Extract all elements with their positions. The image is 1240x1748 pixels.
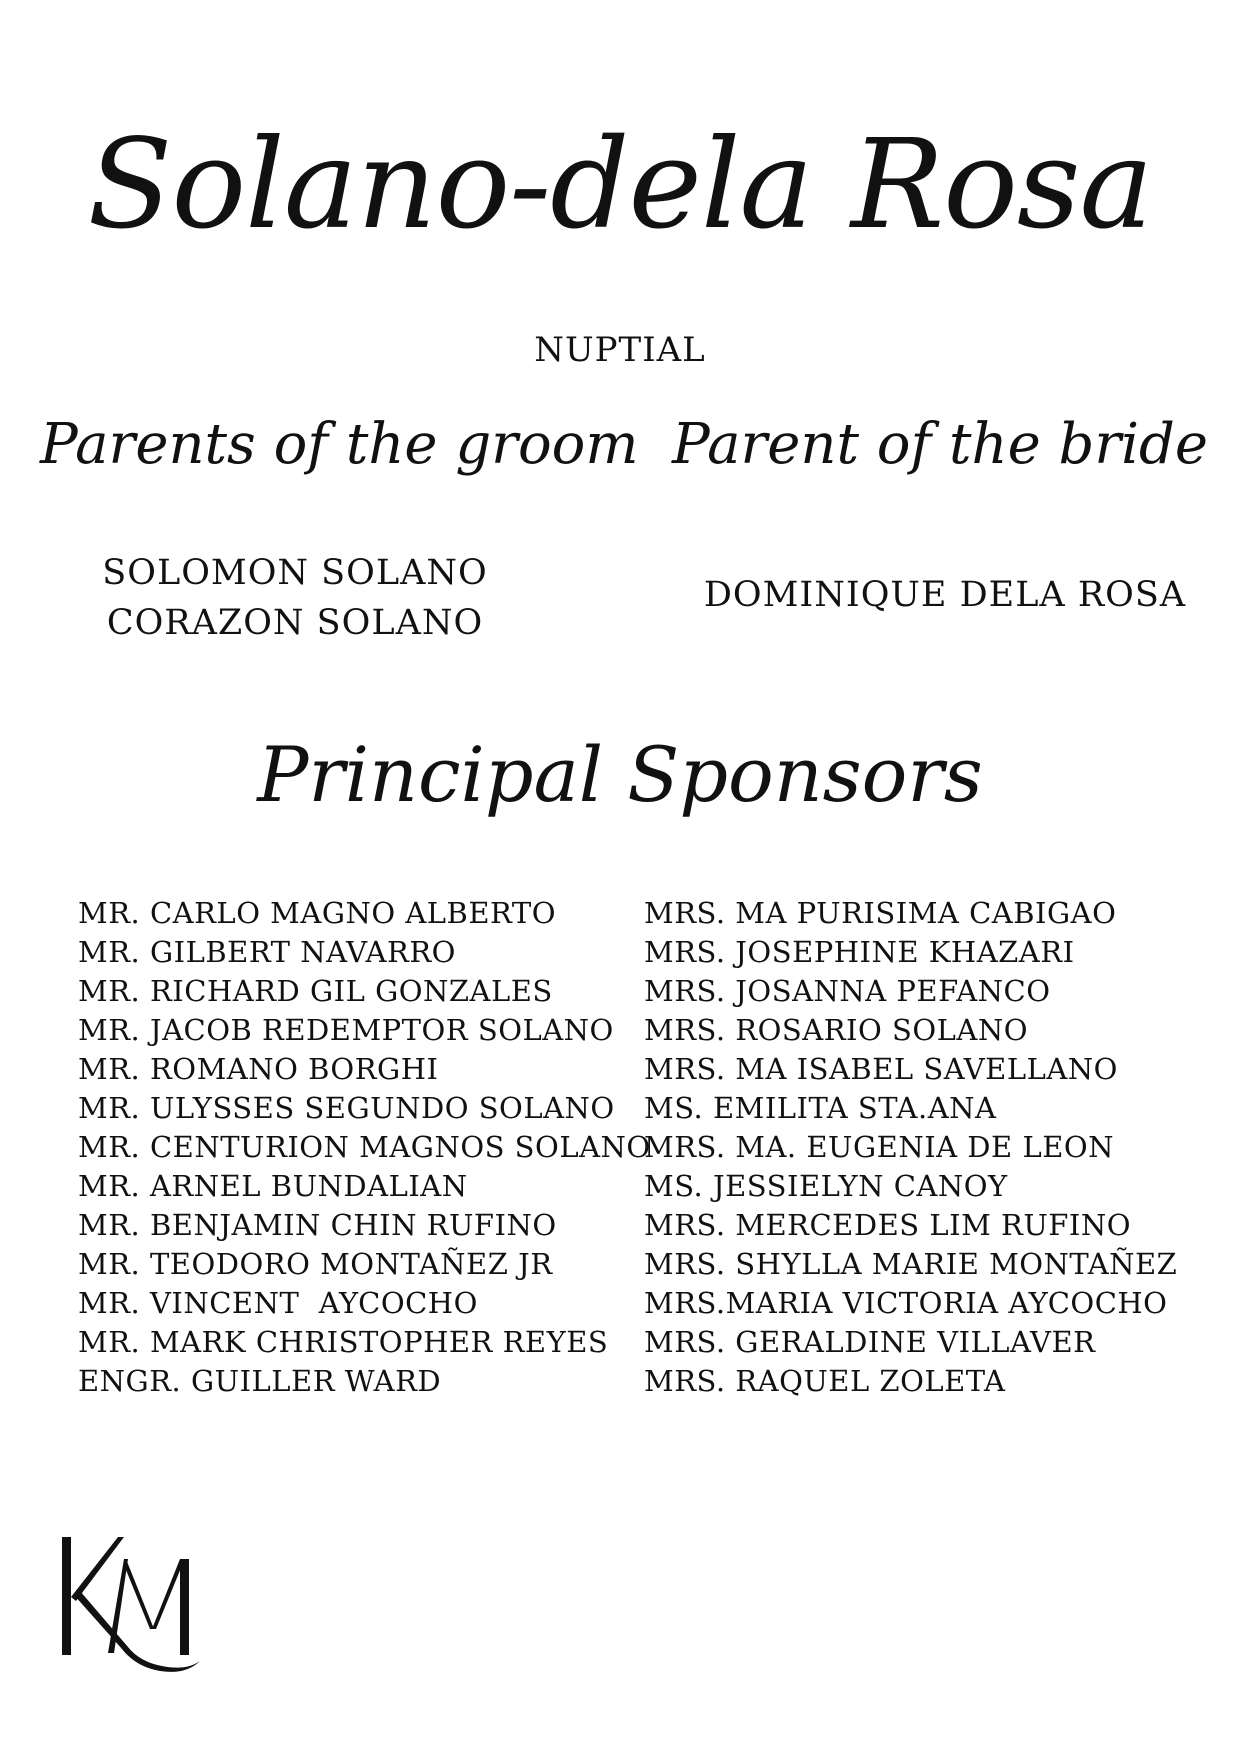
sponsor-item: MR. JACOB REDEMPTOR SOLANO (78, 1013, 614, 1047)
sponsor-item: MR. RICHARD GIL GONZALES (78, 974, 553, 1008)
km-monogram-logo (50, 1525, 220, 1685)
sponsor-item: MR. CARLO MAGNO ALBERTO (78, 896, 556, 930)
sponsor-item: MR. TEODORO MONTAÑEZ JR (78, 1247, 553, 1281)
sponsor-item: MR. ROMANO BORGHI (78, 1052, 439, 1086)
main-title: Solano-dela Rosa (87, 113, 1153, 257)
sponsor-item: MRS. RAQUEL ZOLETA (644, 1364, 1006, 1398)
groom-parents-heading: Parents of the groom (40, 412, 639, 477)
sponsor-item: MRS. JOSANNA PEFANCO (644, 974, 1051, 1008)
sponsor-item: MRS.MARIA VICTORIA AYCOCHO (644, 1286, 1168, 1320)
sponsor-item: MRS. GERALDINE VILLAVER (644, 1325, 1096, 1359)
subtitle: NUPTIAL (534, 330, 706, 370)
bride-parents-names (690, 570, 1200, 620)
sponsor-item: MRS. MA PURISIMA CABIGAO (644, 896, 1117, 930)
sponsor-item: MS. EMILITA STA.ANA (644, 1091, 997, 1125)
sponsor-item: MRS. MERCEDES LIM RUFINO (644, 1208, 1131, 1242)
bride-parent-name: DOMINIQUE DELA ROSA (703, 575, 1187, 615)
sponsor-item: MR. ULYSSES SEGUNDO SOLANO (78, 1091, 615, 1125)
sponsor-item: MR. BENJAMIN CHIN RUFINO (78, 1208, 557, 1242)
sponsors-list-right (644, 894, 1204, 1401)
km-monogram-icon (50, 1525, 220, 1685)
sponsor-item: ENGR. GUILLER WARD (78, 1364, 442, 1398)
groom-parent-name: SOLOMON SOLANO (102, 553, 488, 593)
sponsor-item: MR. ARNEL BUNDALIAN (78, 1169, 468, 1203)
bride-parents-heading: Parent of the bride (671, 412, 1209, 477)
sponsor-item: MR. MARK CHRISTOPHER REYES (78, 1325, 609, 1359)
sponsor-item: MRS. MA ISABEL SAVELLANO (644, 1052, 1118, 1086)
groom-parents-names (60, 548, 530, 648)
sponsors-list-left (78, 894, 651, 1401)
sponsor-item: MR. GILBERT NAVARRO (78, 935, 456, 969)
sponsor-item: MS. JESSIELYN CANOY (644, 1169, 1008, 1203)
sponsor-item: MRS. ROSARIO SOLANO (644, 1013, 1028, 1047)
groom-parent-name: CORAZON SOLANO (106, 603, 484, 643)
sponsor-item: MR. CENTURION MAGNOS SOLANO (78, 1130, 651, 1164)
principal-sponsors-heading: Principal Sponsors (257, 730, 983, 819)
sponsor-item: MRS. SHYLLA MARIE MONTAÑEZ (644, 1247, 1178, 1281)
sponsor-item: MRS. JOSEPHINE KHAZARI (644, 935, 1075, 969)
sponsor-item: MRS. MA. EUGENIA DE LEON (644, 1130, 1115, 1164)
sponsor-item: MR. VINCENT AYCOCHO (78, 1286, 478, 1320)
